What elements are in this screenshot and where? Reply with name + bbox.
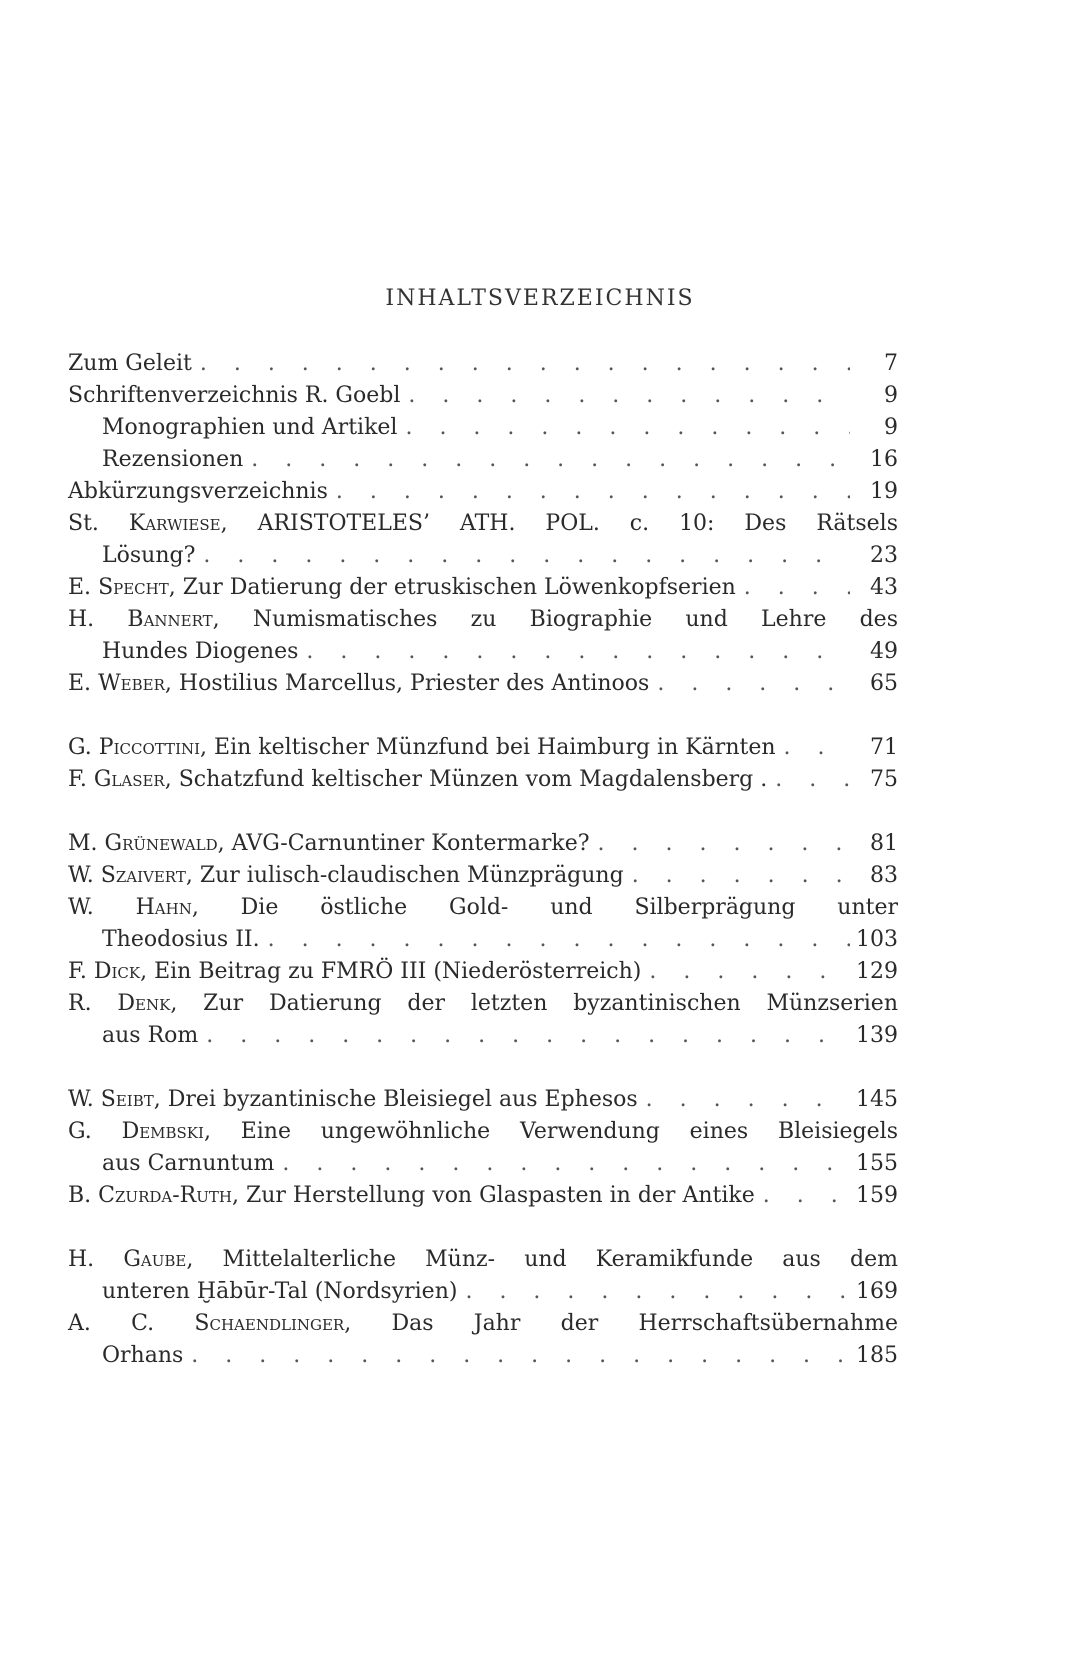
toc-entry bbox=[68, 668, 898, 700]
toc-entry bbox=[68, 412, 898, 444]
toc-entry bbox=[68, 732, 898, 764]
toc-line bbox=[68, 860, 898, 892]
title-text: , AVG-Carnuntiner Kontermarke? bbox=[217, 831, 590, 856]
toc-entry bbox=[68, 1084, 898, 1116]
title-text: , Zur Herstellung von Glaspasten in der Antike bbox=[231, 1183, 755, 1208]
author-initial: A. C. bbox=[68, 1311, 155, 1336]
entry-text bbox=[102, 636, 298, 668]
toc-entry bbox=[68, 444, 898, 476]
toc-entry bbox=[68, 604, 898, 668]
toc-section bbox=[68, 1244, 898, 1372]
toc-line bbox=[68, 764, 898, 796]
page-number: 81 bbox=[870, 831, 898, 856]
page-number: 7 bbox=[884, 351, 898, 376]
entry-text bbox=[68, 895, 898, 920]
author-initial: F. bbox=[68, 767, 87, 792]
toc-entry bbox=[68, 988, 898, 1052]
toc-entry bbox=[68, 828, 898, 860]
page-number: 169 bbox=[856, 1279, 898, 1304]
page-number: 19 bbox=[870, 479, 898, 504]
page-number: 145 bbox=[856, 1087, 898, 1112]
toc-line bbox=[68, 988, 898, 1020]
toc-line bbox=[68, 1020, 898, 1052]
title-text: , Numismatisches zu Biographie und Lehre des bbox=[212, 607, 898, 632]
entry-text bbox=[68, 348, 192, 380]
dot-leader bbox=[638, 1084, 850, 1116]
dot-leader bbox=[195, 540, 850, 572]
page-number: 23 bbox=[870, 543, 898, 568]
author-initial: G. bbox=[68, 735, 92, 760]
page-number: 49 bbox=[870, 639, 898, 664]
toc-line bbox=[68, 1340, 898, 1372]
author-initial: E. bbox=[68, 671, 92, 696]
title-text: Lösung? bbox=[102, 543, 196, 568]
dot-leader bbox=[397, 412, 850, 444]
title-text: , Ein keltischer Münzfund bei Haimburg in Kärnten bbox=[200, 735, 776, 760]
entry-text bbox=[68, 1180, 755, 1212]
toc-line bbox=[68, 540, 898, 572]
entry-text bbox=[68, 607, 898, 632]
dot-leader bbox=[649, 668, 850, 700]
entry-text bbox=[68, 572, 736, 604]
toc-section bbox=[68, 732, 898, 796]
entry-text bbox=[102, 1020, 198, 1052]
page-number: 185 bbox=[856, 1343, 898, 1368]
dot-leader bbox=[192, 348, 850, 380]
dot-leader bbox=[641, 956, 850, 988]
author-name: Seibt bbox=[100, 1087, 154, 1112]
title-text: , Drei byzantinische Bleisiegel aus Ephesos bbox=[153, 1087, 638, 1112]
toc-line bbox=[68, 924, 898, 956]
dot-leader bbox=[755, 1180, 850, 1212]
page-number: 159 bbox=[856, 1183, 898, 1208]
dot-leader bbox=[328, 476, 850, 508]
entry-text bbox=[68, 860, 624, 892]
entry-text bbox=[68, 991, 898, 1016]
title-text: Rezensionen bbox=[102, 447, 244, 472]
dot-leader bbox=[274, 1148, 850, 1180]
toc-entry bbox=[68, 1180, 898, 1212]
title-text: Hundes Diogenes bbox=[102, 639, 299, 664]
author-initial: G. bbox=[68, 1119, 92, 1144]
title-text: , Mittelalterliche Münz- und Keramikfunde aus dem bbox=[186, 1247, 898, 1272]
author-name: Gaube bbox=[123, 1247, 187, 1272]
title-text: Schriftenverzeichnis R. Goebl bbox=[68, 383, 401, 408]
toc-line bbox=[68, 348, 898, 380]
title-text: , Ein Beitrag zu FMRÖ III (Niederösterreich) bbox=[140, 959, 642, 984]
toc-line bbox=[68, 444, 898, 476]
author-name: Karwiese bbox=[128, 511, 221, 536]
toc-line bbox=[68, 380, 898, 412]
toc-section bbox=[68, 828, 898, 1052]
toc-entry bbox=[68, 380, 898, 412]
toc-entry bbox=[68, 956, 898, 988]
toc-entry bbox=[68, 348, 898, 380]
toc-entry bbox=[68, 508, 898, 572]
title-text: , Das Jahr der Herrschaftsübernahme bbox=[344, 1311, 898, 1336]
dot-leader bbox=[243, 444, 850, 476]
author-initial: W. bbox=[68, 1087, 94, 1112]
author-name: Bannert bbox=[127, 607, 213, 632]
author-initial: E. bbox=[68, 575, 92, 600]
title-text: , Eine ungewöhnliche Verwendung eines Bleisiegels bbox=[203, 1119, 898, 1144]
page-number: 43 bbox=[870, 575, 898, 600]
dot-leader bbox=[198, 1020, 850, 1052]
page-number: 155 bbox=[856, 1151, 898, 1176]
title-text: , Zur Datierung der letzten byzantinischen Münzserien bbox=[170, 991, 898, 1016]
author-initial: H. bbox=[68, 1247, 95, 1272]
title-text: aus Rom bbox=[102, 1023, 199, 1048]
toc-line bbox=[68, 1180, 898, 1212]
entry-text bbox=[68, 1311, 898, 1336]
toc-entry bbox=[68, 572, 898, 604]
author-initial: W. bbox=[68, 895, 94, 920]
entry-text bbox=[68, 1247, 898, 1272]
entry-text bbox=[102, 924, 260, 956]
toc-line bbox=[68, 1116, 898, 1148]
author-name: Glaser bbox=[93, 767, 165, 792]
author-name: Hahn bbox=[135, 895, 192, 920]
page-number: 16 bbox=[870, 447, 898, 472]
author-initial: M. bbox=[68, 831, 98, 856]
author-initial: R. bbox=[68, 991, 92, 1016]
toc-entry bbox=[68, 1244, 898, 1308]
page-number: 139 bbox=[856, 1023, 898, 1048]
toc-line bbox=[68, 508, 898, 540]
table-of-contents bbox=[68, 348, 898, 1404]
author-name: Grünewald bbox=[104, 831, 218, 856]
toc-line bbox=[68, 572, 898, 604]
entry-text bbox=[68, 476, 328, 508]
toc-line bbox=[68, 412, 898, 444]
dot-leader bbox=[590, 828, 850, 860]
author-name: Szaivert bbox=[100, 863, 186, 888]
entry-text bbox=[68, 380, 400, 412]
page-number: 103 bbox=[856, 927, 898, 952]
author-initial: F. bbox=[68, 959, 87, 984]
toc-entry bbox=[68, 860, 898, 892]
entry-text bbox=[102, 540, 195, 572]
page-number: 9 bbox=[884, 415, 898, 440]
dot-leader bbox=[457, 1276, 850, 1308]
entry-text bbox=[102, 412, 397, 444]
dot-leader bbox=[298, 636, 850, 668]
title-text: Monographien und Artikel bbox=[102, 415, 398, 440]
title-text: Abkürzungsverzeichnis bbox=[68, 479, 328, 504]
dot-leader bbox=[736, 572, 850, 604]
title-text: , Zur iulisch-claudischen Münzprägung bbox=[185, 863, 624, 888]
dot-leader bbox=[260, 924, 850, 956]
entry-text bbox=[102, 1340, 183, 1372]
toc-entry bbox=[68, 892, 898, 956]
page-number: 9 bbox=[884, 383, 898, 408]
entry-text bbox=[68, 764, 767, 796]
dot-leader bbox=[776, 732, 850, 764]
page-number: 75 bbox=[870, 767, 898, 792]
author-name: Dick bbox=[93, 959, 141, 984]
entry-text bbox=[68, 511, 898, 536]
toc-entry bbox=[68, 476, 898, 508]
toc-line bbox=[68, 1148, 898, 1180]
toc-line bbox=[68, 1244, 898, 1276]
toc-entry bbox=[68, 1308, 898, 1372]
title-text: Theodosius II. bbox=[102, 927, 260, 952]
toc-line bbox=[68, 604, 898, 636]
toc-line bbox=[68, 668, 898, 700]
page-number: 65 bbox=[870, 671, 898, 696]
author-initial: W. bbox=[68, 863, 94, 888]
author-name: Weber bbox=[98, 671, 165, 696]
entry-text bbox=[68, 1084, 638, 1116]
toc-line bbox=[68, 476, 898, 508]
title-text: , Die östliche Gold- und Silberprägung unter bbox=[191, 895, 898, 920]
author-initial: St. bbox=[68, 511, 99, 536]
author-name: Dembski bbox=[121, 1119, 204, 1144]
author-name: Piccottini bbox=[98, 735, 201, 760]
author-initial: B. bbox=[68, 1183, 92, 1208]
toc-line bbox=[68, 1276, 898, 1308]
entry-text bbox=[68, 828, 590, 860]
author-name: Specht bbox=[98, 575, 169, 600]
toc-entry bbox=[68, 764, 898, 796]
dot-leader bbox=[624, 860, 850, 892]
entry-text bbox=[102, 1148, 274, 1180]
entry-text bbox=[68, 732, 776, 764]
author-name: Schaendlinger bbox=[194, 1311, 345, 1336]
title-text: , Schatzfund keltischer Münzen vom Magdalensberg . bbox=[164, 767, 768, 792]
page-number: 71 bbox=[870, 735, 898, 760]
toc-line bbox=[68, 636, 898, 668]
toc-section bbox=[68, 1084, 898, 1212]
dot-leader bbox=[767, 764, 850, 796]
toc-line bbox=[68, 732, 898, 764]
entry-text bbox=[68, 956, 641, 988]
dot-leader bbox=[400, 380, 850, 412]
page-number: 129 bbox=[856, 959, 898, 984]
entry-text bbox=[102, 1276, 457, 1308]
author-initial: H. bbox=[68, 607, 95, 632]
title-text: aus Carnuntum bbox=[102, 1151, 275, 1176]
toc-line bbox=[68, 1308, 898, 1340]
title-text: Orhans bbox=[102, 1343, 184, 1368]
title-text: Zum Geleit bbox=[68, 351, 192, 376]
toc-line bbox=[68, 828, 898, 860]
toc-section bbox=[68, 348, 898, 700]
entry-text bbox=[68, 668, 649, 700]
page-number: 83 bbox=[870, 863, 898, 888]
title-text: unteren Ḫābūr-Tal (Nordsyrien) bbox=[102, 1279, 458, 1304]
entry-text bbox=[102, 444, 243, 476]
title-text: , ARISTOTELES’ ATH. POL. c. 10: Des Rätsels bbox=[220, 511, 898, 536]
title-text: , Zur Datierung der etruskischen Löwenkopfserien bbox=[168, 575, 736, 600]
toc-line bbox=[68, 956, 898, 988]
author-name: Czurda-Ruth bbox=[98, 1183, 232, 1208]
entry-text bbox=[68, 1119, 898, 1144]
title-text: , Hostilius Marcellus, Priester des Antinoos bbox=[164, 671, 650, 696]
author-name: Denk bbox=[117, 991, 171, 1016]
dot-leader bbox=[183, 1340, 850, 1372]
toc-line bbox=[68, 1084, 898, 1116]
toc-entry bbox=[68, 1116, 898, 1180]
page-title: INHALTSVERZEICHNIS bbox=[385, 286, 695, 311]
toc-line bbox=[68, 892, 898, 924]
